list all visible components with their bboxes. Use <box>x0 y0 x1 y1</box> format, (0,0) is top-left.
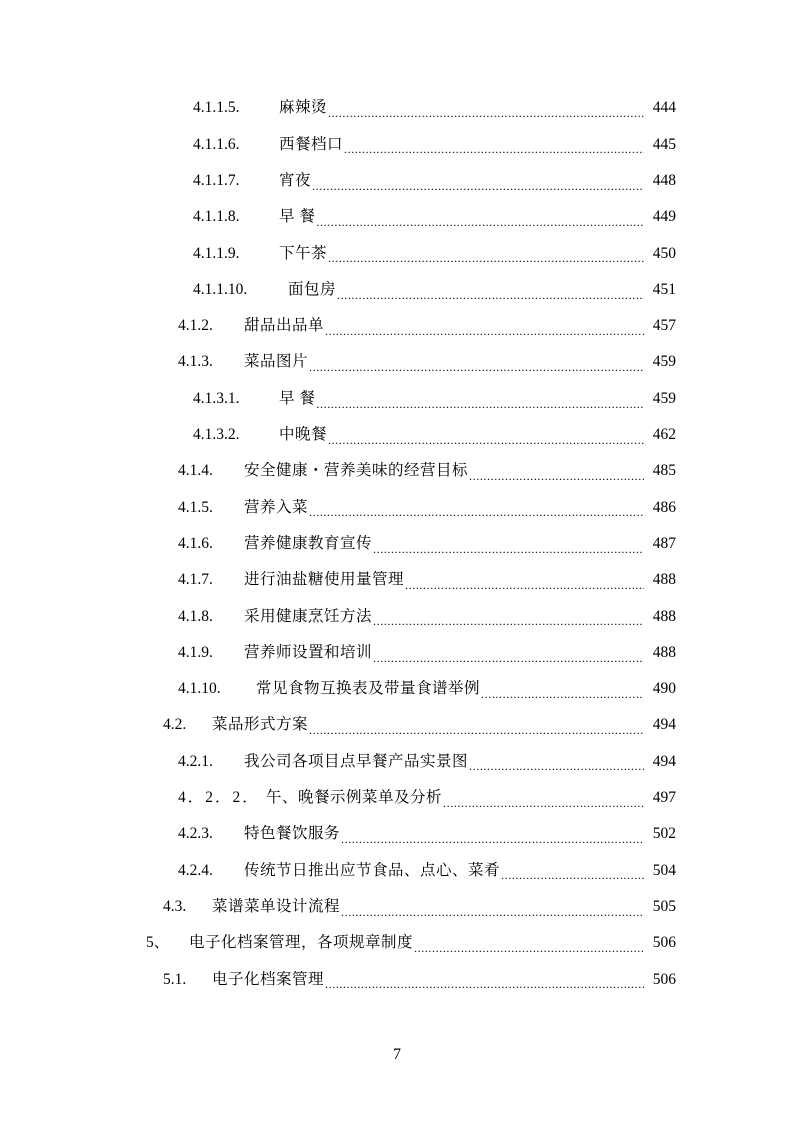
toc-entry-title: 常见食物互换表及带量食谱举例 <box>256 680 481 698</box>
toc-entry-page: 494 <box>652 752 676 770</box>
toc-leader-dots <box>373 613 644 625</box>
page-number: 7 <box>393 1046 401 1063</box>
toc-leader-dots <box>341 904 644 916</box>
toc-entry-page: 450 <box>652 244 676 262</box>
toc-entry-number: 4.1.2. <box>178 317 213 335</box>
toc-entry-page: 445 <box>652 135 676 153</box>
toc-entry-number: 4.1.3. <box>178 353 213 371</box>
toc-leader-dots <box>469 758 644 770</box>
toc-leader-dots <box>414 940 644 952</box>
toc-entry-page: 487 <box>652 534 676 552</box>
toc-entry[interactable] <box>0 816 794 852</box>
toc-entry-title: 营养入菜 <box>244 498 309 516</box>
toc-entry-page: 504 <box>652 861 676 879</box>
toc-entry[interactable] <box>0 925 794 961</box>
toc-entry[interactable] <box>0 961 794 997</box>
toc-entry[interactable] <box>0 634 794 670</box>
toc-entry-number: 5、 <box>146 934 170 952</box>
toc-entry-number: 4.1.1.7. <box>193 171 240 189</box>
toc-leader-dots <box>373 650 644 662</box>
toc-leader-dots <box>316 214 644 226</box>
toc-entry-page: 494 <box>652 716 676 734</box>
toc-leader-dots <box>312 178 644 190</box>
toc-leader-dots <box>501 867 644 879</box>
toc-entry-page: 488 <box>652 571 676 589</box>
toc-entry-page: 506 <box>652 970 676 988</box>
toc-entry[interactable] <box>0 852 794 888</box>
toc-entry-number: 4.1.10. <box>178 680 221 698</box>
toc-entry[interactable] <box>0 598 794 634</box>
toc-entry-number: 4.1.1.6. <box>193 135 240 153</box>
toc-entry[interactable] <box>0 126 794 162</box>
toc-leader-dots <box>316 396 644 408</box>
toc-entry-page: 497 <box>652 789 676 807</box>
toc-entry-number: 4.1.7. <box>178 571 213 589</box>
toc-entry[interactable] <box>0 562 794 598</box>
toc-entry[interactable] <box>0 453 794 489</box>
toc-leader-dots <box>328 105 644 117</box>
toc-entry-number: 4.1.1.9. <box>193 244 240 262</box>
toc-entry-number: 4.1.9. <box>178 643 213 661</box>
toc-entry-page: 459 <box>652 353 676 371</box>
toc-entry-title: 菜品形式方案 <box>212 716 309 734</box>
toc-entry-title: 电子化档案管理 <box>212 970 325 988</box>
toc-entry-number: 4.3. <box>163 897 187 915</box>
toc-entry-number: 4.1.6. <box>178 534 213 552</box>
toc-entry-number: 4.1.1.8. <box>193 208 240 226</box>
toc-leader-dots <box>309 359 644 371</box>
toc-entry-page: 488 <box>652 607 676 625</box>
toc-entry-title: 中晚餐 <box>279 426 328 444</box>
toc-entry-page: 485 <box>652 462 676 480</box>
toc-entry-title: 进行油盐糖使用量管理 <box>244 571 405 589</box>
toc-entry-number: 4.2.1. <box>178 752 213 770</box>
toc-entry[interactable] <box>0 707 794 743</box>
toc-leader-dots <box>341 831 644 843</box>
toc-entry-title: 特色餐饮服务 <box>244 825 341 843</box>
toc-entry-page: 488 <box>652 643 676 661</box>
toc-entry-number: 4.1.1.5. <box>193 99 240 117</box>
toc-entry-page: 490 <box>652 680 676 698</box>
toc-leader-dots <box>443 795 644 807</box>
toc-entry[interactable] <box>0 90 794 126</box>
toc-entry-page: 486 <box>652 498 676 516</box>
toc-entry-page: 451 <box>652 280 676 298</box>
toc-entry-title: 菜谱菜单设计流程 <box>212 897 341 915</box>
toc-entry-page: 444 <box>652 99 676 117</box>
toc-leader-dots <box>373 541 644 553</box>
toc-entry-number: 4.2.4. <box>178 861 213 879</box>
toc-entry[interactable] <box>0 308 794 344</box>
toc-entry[interactable] <box>0 199 794 235</box>
toc-entry[interactable] <box>0 889 794 925</box>
toc-leader-dots <box>344 141 644 153</box>
toc-entry-title: 传统节日推出应节食品、点心、菜肴 <box>244 861 501 879</box>
toc-entry-title: 早 餐 <box>279 208 316 226</box>
toc-entry[interactable] <box>0 671 794 707</box>
toc-entry-number: 4.2. <box>163 716 187 734</box>
toc-entry-page: 462 <box>652 426 676 444</box>
toc-entry-page: 448 <box>652 171 676 189</box>
toc-entry-page: 506 <box>652 934 676 952</box>
toc-leader-dots <box>481 686 644 698</box>
toc-entry-title: 麻辣烫 <box>279 99 328 117</box>
toc-entry-title: 我公司各项目点早餐产品实景图 <box>244 752 469 770</box>
toc-entry-number: 4.1.3.1. <box>193 389 240 407</box>
toc-entry-number: 4.2.3. <box>178 825 213 843</box>
toc-entry-title: 宵夜 <box>279 171 312 189</box>
toc-entry-title: 西餐档口 <box>279 135 344 153</box>
toc-entry-title: 下午茶 <box>279 244 328 262</box>
toc-entry-number: 4.1.4. <box>178 462 213 480</box>
toc-entry-title: 安全健康・营养美味的经营目标 <box>244 462 469 480</box>
toc-entry-number: 4.1.3.2. <box>193 426 240 444</box>
toc-entry-number: 4.1.1.10. <box>193 280 248 298</box>
toc-entry-number: 4.1.8. <box>178 607 213 625</box>
toc-entry-title: 采用健康烹饪方法 <box>244 607 373 625</box>
toc-entry-title: 午、晚餐示例菜单及分析 <box>266 789 443 807</box>
toc-entry[interactable] <box>0 489 794 525</box>
toc-entry[interactable] <box>0 417 794 453</box>
toc-entry-page: 459 <box>652 389 676 407</box>
toc-entry[interactable] <box>0 163 794 199</box>
toc-entry-page: 505 <box>652 897 676 915</box>
toc-entry[interactable] <box>0 743 794 779</box>
toc-entry-title: 电子化档案管理，各项规章制度 <box>189 934 414 952</box>
toc-entry-title: 菜品图片 <box>244 353 309 371</box>
toc-entry-title: 营养健康教育宣传 <box>244 534 373 552</box>
toc-entry[interactable] <box>0 380 794 416</box>
toc-entry[interactable] <box>0 235 794 271</box>
table-of-contents <box>0 90 794 997</box>
toc-entry-number: 4．2．2． <box>178 789 260 807</box>
toc-entry[interactable] <box>0 344 794 380</box>
toc-entry[interactable] <box>0 271 794 307</box>
toc-entry-title: 面包房 <box>288 280 337 298</box>
toc-leader-dots <box>309 504 644 516</box>
toc-entry-title: 甜品出品单 <box>244 317 325 335</box>
toc-entry-page: 449 <box>652 208 676 226</box>
toc-entry-title: 早 餐 <box>279 389 316 407</box>
toc-entry[interactable] <box>0 780 794 816</box>
toc-entry[interactable] <box>0 526 794 562</box>
toc-leader-dots <box>328 250 644 262</box>
toc-leader-dots <box>328 432 644 444</box>
toc-entry-number: 5.1. <box>163 970 187 988</box>
toc-leader-dots <box>405 577 644 589</box>
toc-entry-page: 457 <box>652 317 676 335</box>
toc-leader-dots <box>325 323 644 335</box>
toc-entry-title: 营养师设置和培训 <box>244 643 373 661</box>
toc-leader-dots <box>325 976 644 988</box>
toc-leader-dots <box>309 722 644 734</box>
toc-entry-number: 4.1.5. <box>178 498 213 516</box>
toc-leader-dots <box>469 468 644 480</box>
toc-leader-dots <box>337 287 644 299</box>
toc-entry-page: 502 <box>652 825 676 843</box>
